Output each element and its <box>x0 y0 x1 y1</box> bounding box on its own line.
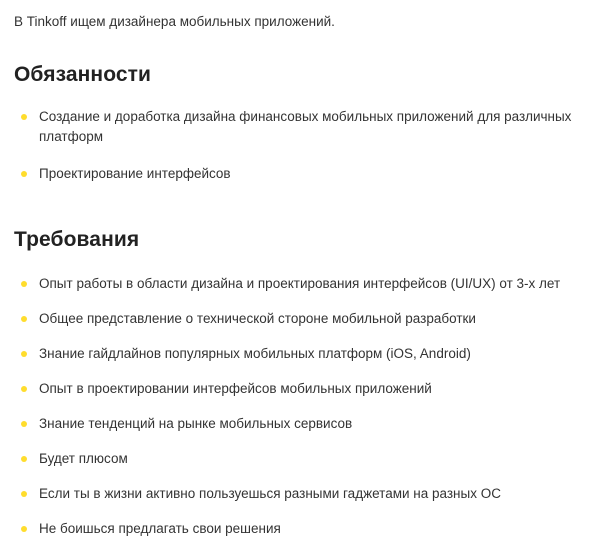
bullet-dot-icon <box>21 421 27 427</box>
bullet-dot-icon <box>21 491 27 497</box>
obligations-list <box>12 107 592 184</box>
bullet-dot-icon <box>21 316 27 322</box>
bullet-dot-icon <box>21 281 27 287</box>
list-item-text: Если ты в жизни активно пользуешься разными гаджетами на разных ОС <box>39 486 501 501</box>
bullet-dot-icon <box>21 351 27 357</box>
list-item-text: Опыт в проектировании интерфейсов мобильных приложений <box>39 381 432 396</box>
list-item-text: Знание гайдлайнов популярных мобильных платформ (iOS, Android) <box>39 346 471 361</box>
list-item <box>12 274 592 294</box>
list-item <box>12 309 592 329</box>
list-item <box>12 484 592 504</box>
list-item <box>12 379 592 399</box>
list-item-text: Будет плюсом <box>39 451 128 466</box>
bullet-dot-icon <box>21 171 27 177</box>
bullet-dot-icon <box>21 386 27 392</box>
bullet-dot-icon <box>21 456 27 462</box>
intro-paragraph: В Tinkoff ищем дизайнера мобильных приложений. <box>14 14 335 29</box>
list-item <box>12 107 592 147</box>
list-item-text: Проектирование интерфейсов <box>39 166 231 181</box>
list-item-text: Знание тенденций на рынке мобильных сервисов <box>39 416 353 431</box>
list-item-text: Создание и доработка дизайна финансовых мобильных приложений для различных платформ <box>39 109 572 144</box>
section-title-obligations: Обязанности <box>14 63 152 86</box>
list-item <box>12 449 592 469</box>
bullet-dot-icon <box>21 526 27 532</box>
list-item <box>12 344 592 364</box>
section-requirements <box>12 228 592 539</box>
list-item <box>12 414 592 434</box>
list-item <box>12 164 592 184</box>
section-title-requirements: Требования <box>14 228 140 251</box>
section-obligations <box>12 63 592 184</box>
bullet-dot-icon <box>21 114 27 120</box>
list-item-text: Общее представление о технической стороне мобильной разработки <box>39 311 476 326</box>
list-item <box>12 519 592 539</box>
list-item-text: Не боишься предлагать свои решения <box>39 521 281 536</box>
list-item-text: Опыт работы в области дизайна и проектирования интерфейсов (UI/UX) от 3-х лет <box>39 276 561 291</box>
requirements-list <box>12 274 592 539</box>
